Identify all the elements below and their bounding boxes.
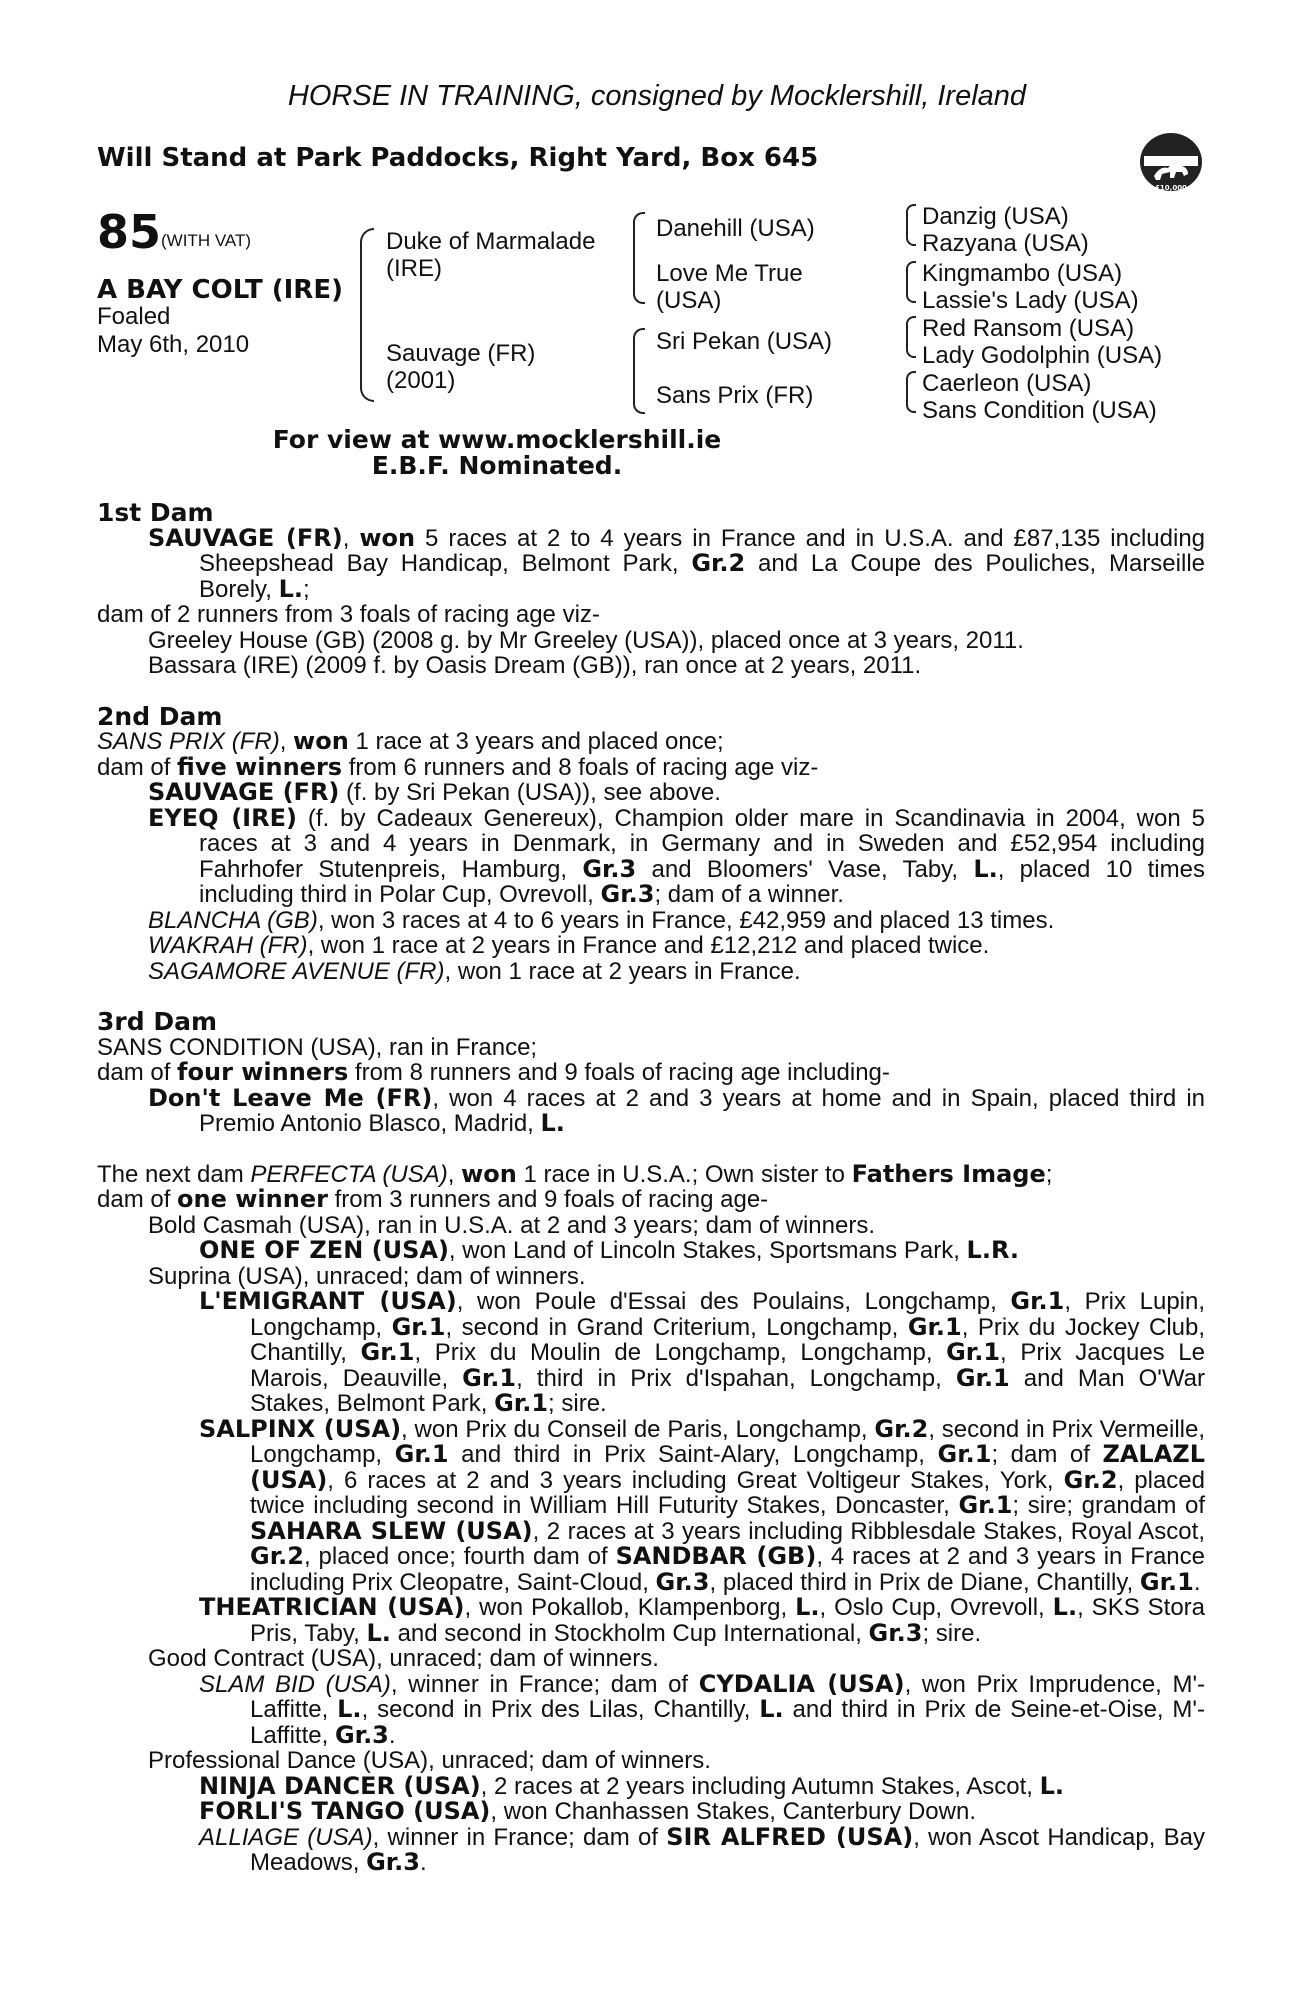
dam-name: Sauvage (FR) — [386, 340, 536, 367]
pedigree-ddd: Sans Condition (USA) — [922, 397, 1157, 424]
sd-name: Love Me True — [656, 260, 803, 287]
produce-item: FORLI'S TANGO (USA), won Chanhassen Stakes, Canterbury Down. — [199, 1797, 976, 1825]
dam-brace — [633, 328, 645, 414]
second-dam-produce: dam of five winners from 6 runners and 8 foals of racing age viz- — [97, 752, 819, 781]
dd-brace — [906, 371, 916, 413]
third-dam-heading: 3rd Dam — [97, 1007, 217, 1036]
pedigree-dds: Caerleon (USA) — [922, 370, 1092, 397]
ss-brace — [906, 204, 916, 246]
produce-item: EYEQ (IRE) (f. by Cadeaux Genereux), Champion older mare in Scandinavia in 2004, won 5 races at 3 and 4 years in Denmark, in Germany and in Sweden and £52,954 including Fahrhofer Stutenpreis, Hamburg, Gr.3 and Bloomers' Vase, Taby, L., placed 10 times including third in Polar Cup, Ovrevoll, Gr.3; dam of a winner. — [148, 803, 1206, 908]
pedigree-dd: Sans Prix (FR) — [656, 382, 814, 409]
produce-item: NINJA DANCER (USA), 2 races at 2 years including Autumn Stakes, Ascot, L. — [199, 1771, 1065, 1800]
third-dam-produce: dam of four winners from 8 runners and 9 foals of racing age including- — [97, 1058, 890, 1086]
ds-brace — [906, 316, 916, 358]
first-dam-record: SAUVAGE (FR), won 5 races at 2 to 4 years in France and in U.S.A. and £87,135 including Sheepshead Bay Handicap, Belmont Park, Gr.2 and La Coupe des Pouliches, Marseille Borely, L.; — [148, 523, 1206, 603]
produce-item: SAUVAGE (FR) (f. by Sri Pekan (USA)), see above. — [148, 778, 721, 806]
foaled-label: Foaled — [97, 303, 171, 330]
produce-item: BLANCHA (GB), won 3 races at 4 to 6 years in France, £42,959 and placed 13 times. — [148, 906, 1055, 934]
produce-item: Suprina (USA), unraced; dam of winners. — [148, 1262, 586, 1290]
pedigree-sd — [656, 260, 803, 314]
produce-item: Good Contract (USA), unraced; dam of winners. — [148, 1645, 659, 1672]
produce-item: Greeley House (GB) (2008 g. by Mr Greeley (USA)), placed once at 3 years, 2011. — [148, 626, 1024, 654]
view-info — [0, 427, 1154, 479]
vat-note: (WITH VAT) — [161, 231, 252, 250]
produce-item: SLAM BID (USA), winner in France; dam of CYDALIA (USA), won Prix Imprudence, M'-Laffitte, L., second in Prix des Lilas, Chantilly, L. and third in Prix de Seine-et-Oise, M'-Laffitte, Gr.3. — [199, 1669, 1206, 1749]
pedigree-ds: Sri Pekan (USA) — [656, 328, 833, 355]
produce-item: ALLIAGE (USA), winner in France; dam of SIR ALFRED (USA), won Ascot Handicap, Bay Meadows, Gr.3. — [199, 1822, 1206, 1876]
pedigree-dsd: Lady Godolphin (USA) — [922, 342, 1163, 369]
pedigree-brace — [360, 228, 374, 402]
produce-item: Bold Casmah (USA), ran in U.S.A. at 2 and 3 years; dam of winners. — [148, 1211, 875, 1239]
view-website: For view at www.mocklershill.ie — [272, 425, 722, 454]
sd-country: (USA) — [656, 287, 722, 314]
pedigree-sdd: Lassie's Lady (USA) — [922, 287, 1139, 314]
produce-item: Bassara (IRE) (2009 f. by Oasis Dream (GB)), ran once at 2 years, 2011. — [148, 652, 922, 679]
pedigree-dam — [386, 340, 535, 394]
produce-item: THEATRICIAN (USA), won Pokallob, Klampenborg, L., Oslo Cup, Ovrevoll, L., SKS Stora Pris, Taby, L. and second in Stockholm Cup International, Gr.3; sire. — [199, 1593, 1206, 1647]
next-dam-record: The next dam PERFECTA (USA), won 1 race in U.S.A.; Own sister to Fathers Image; — [97, 1159, 1053, 1188]
second-dam-heading: 2nd Dam — [97, 701, 223, 731]
produce-item: Don't Leave Me (FR), won 4 races at 2 and 3 years at home and in Spain, placed third in Premio Antonio Blasco, Madrid, L. — [148, 1083, 1205, 1137]
pedigree-sire — [386, 228, 595, 282]
produce-item: ONE OF ZEN (USA), won Land of Lincoln Stakes, Sportsmans Park, L.R. — [199, 1236, 1019, 1264]
next-dam-produce: dam of one winner from 3 runners and 9 foals of racing age- — [97, 1185, 769, 1213]
second-dam-record: SANS PRIX (FR), won 1 race at 3 years and placed once; — [97, 727, 724, 755]
foaled-info — [97, 303, 249, 359]
stand-location: Will Stand at Park Paddocks, Right Yard, Box 645 — [97, 143, 819, 173]
first-dam-heading: 1st Dam — [97, 498, 214, 527]
dam-year: (2001) — [386, 367, 456, 394]
lot-number: 85 — [97, 205, 162, 259]
pedigree-sds: Kingmambo (USA) — [922, 260, 1123, 287]
ebf-nominated: E.B.F. Nominated. — [371, 451, 623, 480]
logo-amount: £10,000 — [1155, 184, 1187, 192]
pedigree-ssd: Razyana (USA) — [922, 230, 1089, 257]
first-dam-produce: dam of 2 runners from 3 foals of racing age viz- — [97, 601, 600, 628]
horse-description: A BAY COLT (IRE) — [97, 275, 343, 305]
sire-name: Duke of Marmalade — [386, 228, 596, 255]
racing-post-bonus-logo — [1138, 128, 1204, 196]
produce-item: SAGAMORE AVENUE (FR), won 1 race at 2 years in France. — [148, 957, 801, 985]
sire-country: (IRE) — [386, 255, 442, 282]
third-dam-record: SANS CONDITION (USA), ran in France; — [97, 1033, 538, 1061]
produce-item: SALPINX (USA), won Prix du Conseil de Paris, Longchamp, Gr.2, second in Prix Vermeille, Longchamp, Gr.1 and third in Prix Saint-Alary, Longchamp, Gr.1; dam of ZALAZL (USA), 6 races at 2 and 3 years including Great Voltigeur Stakes, York, Gr.2, placed twice including second in William Hill Futurity Stakes, Doncaster, Gr.1; sire; grandam of SAHARA SLEW (USA), 2 races at 3 years including Ribblesdale Stakes, Royal Ascot, Gr.2, placed once; fourth dam of SANDBAR (GB), 4 races at 2 and 3 years in France including Prix Cleopatre, Saint-Cloud, Gr.3, placed third in Prix de Diane, Chantilly, Gr.1. — [199, 1414, 1206, 1596]
produce-item: Professional Dance (USA), unraced; dam of winners. — [148, 1747, 711, 1774]
pedigree-dss: Red Ransom (USA) — [922, 315, 1135, 342]
sire-brace — [633, 212, 645, 304]
produce-item: WAKRAH (FR), won 1 race at 2 years in France and £12,212 and placed twice. — [148, 932, 990, 959]
produce-item: L'EMIGRANT (USA), won Poule d'Essai des Poulains, Longchamp, Gr.1, Prix Lupin, Longchamp, Gr.1, second in Grand Criterium, Longchamp, Gr.1, Prix du Jockey Club, Chantilly, Gr.1, Prix du Moulin de Longchamp, Longchamp, Gr.1, Prix Jacques Le Marois, Deauville, Gr.1, third in Prix d'Ispahan, Longchamp, Gr.1 and Man O'War Stakes, Belmont Park, Gr.1; sire. — [199, 1287, 1206, 1417]
foaled-date: May 6th, 2010 — [97, 331, 250, 358]
pedigree-sss: Danzig (USA) — [922, 203, 1069, 230]
catalogue-header: HORSE IN TRAINING, consigned by Mocklershill, Ireland — [287, 80, 1027, 112]
catalogue-body — [97, 500, 1205, 1876]
sd-brace — [906, 261, 916, 303]
pedigree-ss: Danehill (USA) — [656, 215, 815, 242]
